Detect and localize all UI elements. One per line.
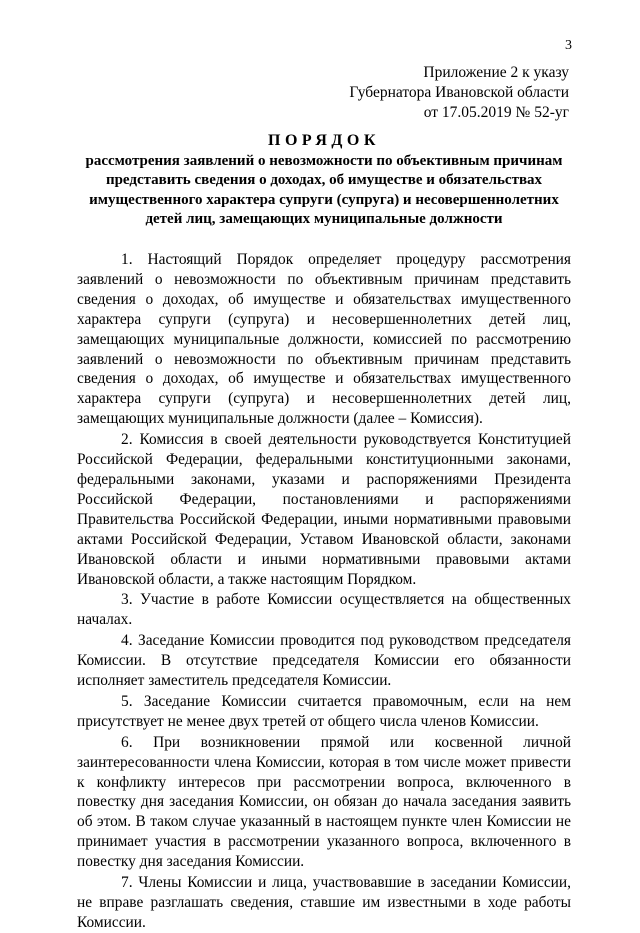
appendix-line: Приложение 2 к указу xyxy=(423,64,569,81)
appendix-header xyxy=(349,63,569,123)
paragraph: 7. Члены Комиссии и лица, участвовавшие в заседании Комиссии, не вправе разглашать сведения, ставшие им известными в ходе работы Комиссии. xyxy=(77,874,571,931)
paragraph: 6. При возникновении прямой или косвенной личной заинтересованности члена Комиссии, которая в том числе может привести к конфликту интересов при рассмотрении вопроса, включенного в повестку дня заседания Комиссии, он обязан до начала заседания заявить об этом. В таком случае указанный в настоящем пункте член Комиссии не принимает участия в рассмотрении указанного вопроса, включенного в повестку дня заседания Комиссии. xyxy=(77,733,571,871)
paragraph: 3. Участие в работе Комиссии осуществляется на общественных началах. xyxy=(77,591,571,629)
paragraph: 2. Комиссия в своей деятельности руководствуется Конституцией Российской Федерации, федеральными конституционными законами, федеральными законами, указами и распоряжениями Президента Российской Федерации, постановлениями и распоряжениями Правительства Российской Федерации, иными нормативными правовыми актами Российской Федерации, Уставом Ивановской области, законами Ивановской области и иными нормативными правовыми актами Ивановской области, а также настоящим Порядком. xyxy=(77,431,571,588)
paragraph: 1. Настоящий Порядок определяет процедуру рассмотрения заявлений о невозможности по объективным причинам представить сведения о доходах, об имуществе и обязательствах имущественного характера супруги (супруга) и несовершеннолетних детей лиц, замещающих муниципальные должности, комиссией по рассмотрению заявлений о невозможности по объективным причинам представить сведения о доходах, об имуществе и обязательствах имущественного характера супруги (супруга) и несовершеннолетних детей лиц, замещающих муниципальные должности (далее – Комиссия). xyxy=(77,251,571,428)
document-subtitle: рассмотрения заявлений о невозможности по объективным причинам представить сведения о доходах, об имуществе и обязательствах имущественного характера супруги (супруга) и несовершеннолетних детей лиц, замещающих муниципальные должности xyxy=(85,153,563,228)
document-title-block xyxy=(80,131,568,230)
document-body xyxy=(77,250,571,933)
paragraph: 5. Заседание Комиссии считается правомочным, если на нем присутствует не менее двух третей от общего числа членов Комиссии. xyxy=(77,692,571,730)
page-number: 3 xyxy=(565,38,572,53)
appendix-line: Губернатора Ивановской области xyxy=(349,84,569,101)
document-title: ПОРЯДОК xyxy=(268,132,380,149)
appendix-line: от 17.05.2019 № 52-уг xyxy=(423,104,569,121)
paragraph: 4. Заседание Комиссии проводится под руководством председателя Комиссии. В отсутствие председателя Комиссии его обязанности исполняет заместитель председателя Комиссии. xyxy=(77,632,571,690)
